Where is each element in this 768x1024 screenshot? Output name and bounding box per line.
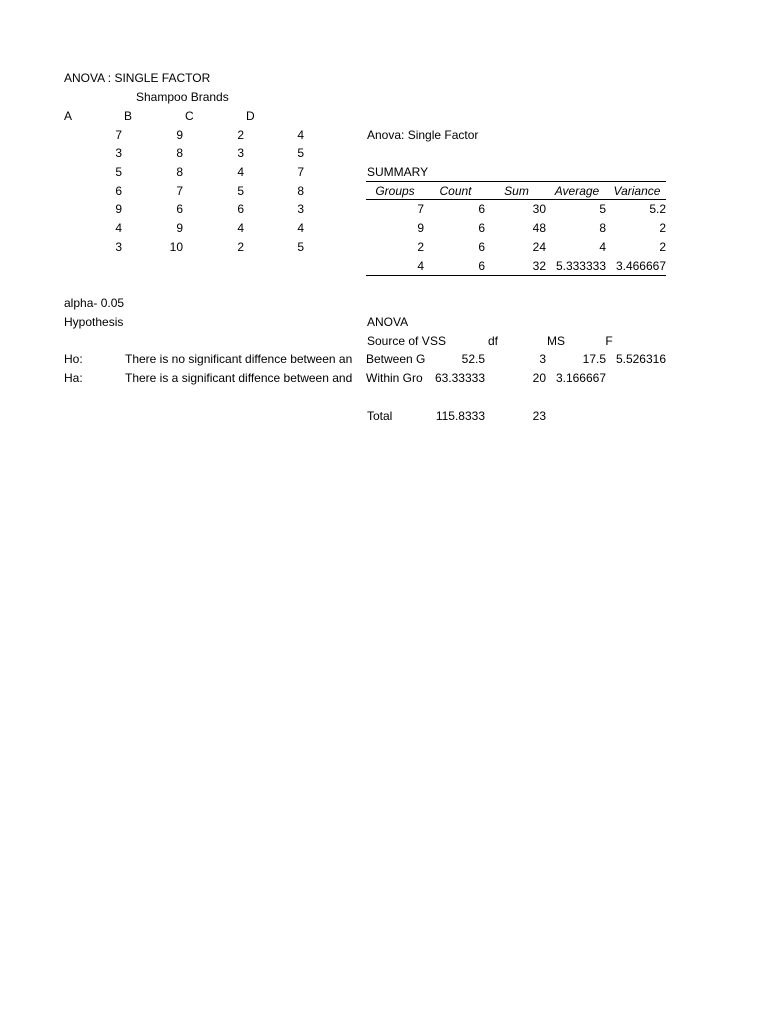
raw-cell: 4 bbox=[297, 221, 304, 235]
anova-cell: 3.166667 bbox=[555, 371, 606, 385]
summary-cell: 6 bbox=[478, 202, 485, 216]
anova-total-df: 23 bbox=[532, 409, 546, 423]
summary-header-groups: Groups bbox=[375, 184, 415, 198]
anova-cell: 5.526316 bbox=[615, 352, 666, 366]
ho-label: Ho: bbox=[64, 352, 83, 366]
raw-cell: 8 bbox=[297, 184, 304, 198]
raw-cell: 2 bbox=[237, 240, 244, 254]
anova-label: ANOVA bbox=[367, 315, 409, 329]
summary-cell: 3.466667 bbox=[615, 259, 666, 273]
raw-cell: 5 bbox=[297, 240, 304, 254]
anova-cell: 52.5 bbox=[461, 352, 485, 366]
summary-cell: 9 bbox=[417, 221, 424, 235]
raw-cell: 3 bbox=[115, 240, 122, 254]
sheet-title: ANOVA : SINGLE FACTOR bbox=[64, 71, 211, 85]
summary-cell: 6 bbox=[478, 240, 485, 254]
ha-text: There is a significant diffence between and bbox=[125, 371, 353, 385]
summary-cell: 8 bbox=[599, 221, 606, 235]
summary-top-rule bbox=[366, 181, 666, 182]
raw-cell: 5 bbox=[237, 184, 244, 198]
raw-cell: 8 bbox=[176, 146, 183, 160]
raw-cell: 7 bbox=[176, 184, 183, 198]
raw-cell: 3 bbox=[115, 146, 122, 160]
raw-cell: 8 bbox=[176, 165, 183, 179]
raw-cell: 7 bbox=[297, 165, 304, 179]
summary-cell: 32 bbox=[532, 259, 546, 273]
raw-cell: 9 bbox=[176, 128, 183, 142]
ha-label: Ha: bbox=[64, 371, 83, 385]
raw-cell: 4 bbox=[237, 165, 244, 179]
anova-cell: 17.5 bbox=[582, 352, 606, 366]
anova-header-df: df bbox=[487, 334, 498, 348]
anova-total-label: Total bbox=[367, 409, 393, 423]
raw-cell: 6 bbox=[237, 202, 244, 216]
anova-header-source: Source of V bbox=[367, 334, 430, 348]
summary-header-average: Average bbox=[554, 184, 600, 198]
anova-header-ms: MS bbox=[547, 334, 565, 348]
summary-cell: 6 bbox=[478, 221, 485, 235]
raw-cell: 5 bbox=[297, 146, 304, 160]
anova-cell: 3 bbox=[539, 352, 546, 366]
summary-header-rule bbox=[366, 199, 666, 200]
col-header-b: B bbox=[124, 109, 133, 123]
summary-cell: 7 bbox=[417, 202, 424, 216]
anova-source-between: Between G bbox=[366, 352, 425, 366]
col-header-d: D bbox=[246, 109, 255, 123]
raw-cell: 3 bbox=[237, 146, 244, 160]
summary-cell: 5.333333 bbox=[555, 259, 606, 273]
summary-cell: 2 bbox=[417, 240, 424, 254]
summary-cell: 24 bbox=[532, 240, 546, 254]
summary-header-sum: Sum bbox=[504, 184, 529, 198]
raw-cell: 4 bbox=[237, 221, 244, 235]
summary-header-variance: Variance bbox=[613, 184, 661, 198]
summary-cell: 5 bbox=[599, 202, 606, 216]
raw-cell: 5 bbox=[115, 165, 122, 179]
summary-cell: 30 bbox=[532, 202, 546, 216]
col-header-a: A bbox=[64, 109, 73, 123]
raw-cell: 6 bbox=[115, 184, 122, 198]
raw-cell: 4 bbox=[115, 221, 122, 235]
summary-bottom-rule bbox=[366, 275, 666, 276]
summary-label: SUMMARY bbox=[367, 165, 429, 179]
col-header-c: C bbox=[185, 109, 194, 123]
raw-cell: 3 bbox=[297, 202, 304, 216]
summary-cell: 4 bbox=[417, 259, 424, 273]
raw-cell: 10 bbox=[169, 240, 183, 254]
summary-cell: 4 bbox=[599, 240, 606, 254]
ho-text: There is no significant diffence between an bbox=[125, 352, 353, 366]
raw-cell: 6 bbox=[176, 202, 183, 216]
raw-cell: 9 bbox=[176, 221, 183, 235]
summary-cell: 2 bbox=[659, 221, 666, 235]
summary-cell: 6 bbox=[478, 259, 485, 273]
output-title: Anova: Single Factor bbox=[367, 128, 479, 142]
raw-cell: 9 bbox=[115, 202, 122, 216]
summary-header-count: Count bbox=[439, 184, 472, 198]
summary-cell: 48 bbox=[532, 221, 546, 235]
raw-cell: 4 bbox=[297, 128, 304, 142]
anova-source-within: Within Gro bbox=[366, 371, 423, 385]
summary-cell: 2 bbox=[659, 240, 666, 254]
anova-header-f: F bbox=[605, 334, 613, 348]
raw-cell: 7 bbox=[115, 128, 122, 142]
raw-cell: 2 bbox=[237, 128, 244, 142]
alpha-value: alpha- 0.05 bbox=[64, 296, 125, 310]
sheet-subtitle: Shampoo Brands bbox=[136, 90, 229, 104]
anova-total-ss: 115.8333 bbox=[435, 409, 485, 423]
summary-cell: 5.2 bbox=[649, 202, 666, 216]
anova-header-ss: SS bbox=[430, 334, 447, 348]
anova-cell: 63.33333 bbox=[434, 371, 485, 385]
anova-cell: 20 bbox=[532, 371, 546, 385]
hypothesis-label: Hypothesis bbox=[64, 315, 124, 329]
